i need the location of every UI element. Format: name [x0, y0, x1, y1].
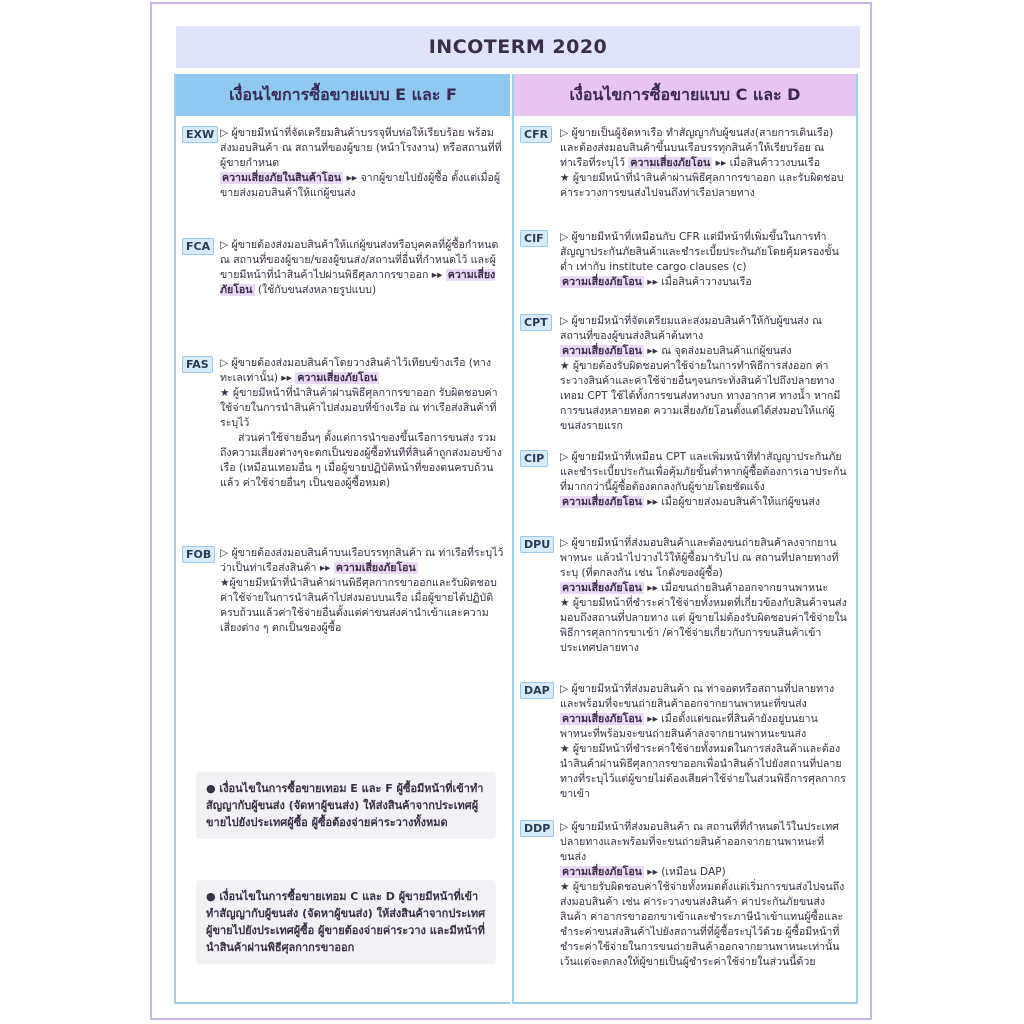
term-text: ▷ ผู้ขายต้องส่งมอบสินค้าบนเรือบรรทุกสินค้า ณ ท่าเรือที่ระบุไว้ว่าเป็นท่าเรือส่งสินค้า ▸▸: [220, 547, 504, 574]
term-text: (ใช้กับขนส่งหลายรูปแบบ): [257, 284, 377, 296]
term-text: ★ ผู้ขายมีหน้าที่นำสินค้าผ่านพิธีศุลกากรขาออก และรับผิดชอบค่าระวางการขนส่งไปจนถึงท่าเรือปลายทาง: [560, 172, 844, 199]
term-text: ▸▸ จากผู้ขายไปยังผู้ซื้อ ตั้งแต่เมื่อผู้ขายส่งมอบสินค้าให้แก่ผู้ขนส่ง: [220, 172, 501, 199]
term-text: ▸▸ เมื่อขนถ่ายสินค้าออกจากยานพาหนะ: [647, 582, 829, 594]
term-text: ▷ ผู้ขายต้องส่งมอบสินค้าโดยวางสินค้าไว้เทียบข้างเรือ (ทางทะเลเท่านั้น) ▸▸: [220, 357, 492, 384]
term-text: ▷ ผู้ขายมีหน้าที่จัดเตรียมสินค้าบรรจุหีบห่อให้เรียบร้อย พร้อมส่งมอบสินค้า ณ สถานที่ของผู้ขาย (หน้าโรงงาน) หรือสถานที่ที่ผู้ขายกำหนด: [220, 127, 502, 169]
term-code: DDP: [520, 820, 554, 837]
right-column-header: เงื่อนไขการซื้อขายแบบ C และ D: [514, 74, 856, 116]
term-code: CFR: [520, 126, 552, 143]
term-text: ส่วนค่าใช้จ่ายอื่นๆ ตั้งแต่การนำของขึ้นเรือการขนส่ง รวมถึงความเสี่ยงต่างๆจะตกเป็นของผู้ซื้อทันทีที่สินค้าถูกส่งมอบข้างเรือ (เหมือนเทอมอื่น ๆ เมื่อผู้ขายปฏิบัติหน้าที่ของตนครบถ้วนแล้ว ค่าใช้จ่ายอื่นๆ เป็นของผู้ซื้อหมด): [220, 432, 502, 489]
term-text: ▷ ผู้ขายมีหน้าที่เหมือนกับ CFR แต่มีหน้าที่เพิ่มขึ้นในการทำสัญญาประกันภัยสินค้าและชำระเบี้ยประกันภัยโดยคุ้มครองขั้นต่ำ เท่ากับ institute cargo clauses (c): [560, 231, 839, 273]
term-code: CIF: [520, 230, 548, 247]
risk-label: ความเสี่ยงภัยโอน: [220, 269, 496, 296]
risk-label: ความเสี่ยงภัยโอน: [335, 562, 416, 574]
term-text: ★ ผู้ขายรับผิดชอบค่าใช้จ่ายทั้งหมดตั้งแต่เริ่มการขนส่งไปจนถึงส่งมอบสินค้า เช่น ค่าระวางขนส่งสินค้า ค่าประกันภัยขนส่งสินค้า ค่าอากรขาออกขาเข้าและชำระภาษีนำเข้าแทนผู้ซื้อและชำระค่าขนส่งสินค้าไปยังสถานที่ที่ผู้ซื้อระบุไว้ด้วย ผู้ซื้อมีหน้าที่ชำระค่าใช้จ่ายในการขนถ่ายสินค้าออกจากยานพาหนะเท่านั้น เว้นแต่จะตกลงให้ผู้ขายเป็นผู้ชำระค่าใช้จ่ายในส่วนนี้ด้วย: [560, 881, 845, 968]
term-text: ★ ผู้ขายมีหน้าที่นำสินค้าผ่านพิธีศุลกากรขาออก รับผิดชอบค่าใช้จ่ายในการนำสินค้าไปส่งมอบที่ข้างเรือ ณ ท่าเรือส่งสินค้าที่ระบุไว้: [220, 387, 498, 429]
note-c-d: ● เงื่อนไขในการซื้อขายเทอม C และ D ผู้ขายมีหน้าที่เข้าทำสัญญากับผู้ขนส่ง (จัดหาผู้ขนส่ง) ให้ส่งสินค้าจากประเทศผู้ขายไปยังประเทศผู้ซื้อ ผู้ขายต้องจ่ายค่าระวาง และมีหน้าที่นำสินค้าผ่านพิธีศุลกากรขาออก: [196, 880, 496, 964]
term-cpt: [520, 314, 850, 434]
term-text: ▸▸ (เหมือน DAP): [647, 866, 726, 878]
term-text: ▷ ผู้ขายต้องส่งมอบสินค้าให้แก่ผู้ขนส่งหรือบุคคลที่ผู้ซื้อกำหนด ณ สถานที่ของผู้ขาย/ของผู้ขนส่ง/สถานที่อื่นที่กำหนดไว้ และผู้ขายมีหน้าที่นำสินค้าไปผ่านพิธีศุลกากรขาออก ▸▸: [220, 239, 499, 281]
term-text: ▷ ผู้ขายมีหน้าที่ส่งมอบสินค้าและต้องขนถ่ายสินค้าลงจากยานพาหนะ แล้วนำไปวางไว้ให้ผู้ซื้อมารับไป ณ สถานที่ปลายทางที่ระบุ (ที่ตกลงกัน เช่น โกดังของผู้ซื้อ): [560, 537, 839, 579]
incoterm-sheet: [150, 2, 872, 1020]
risk-label: ความเสี่ยงภัยโอน: [562, 582, 642, 594]
term-code: EXW: [182, 126, 218, 143]
risk-label: ความเสี่ยงภัยโอน: [562, 496, 642, 508]
term-cif: [520, 230, 850, 290]
term-text: ▸▸ เมื่อผู้ขายส่งมอบสินค้าให้แก่ผู้ขนส่ง: [647, 496, 821, 508]
note-e-f: ● เงื่อนไขในการซื้อขายเทอม E และ F ผู้ซื้อมีหน้าที่เข้าทำสัญญากับผู้ขนส่ง (จัดหาผู้ขนส่ง) ให้ส่งสินค้าจากประเทศผู้ขายไปยังประเทศผู้ซื้อ ผู้ซื้อต้องจ่ายค่าระวางทั้งหมด: [196, 772, 496, 839]
left-column-header: เงื่อนไขการซื้อขายแบบ E และ F: [176, 74, 510, 116]
risk-label: ความเสี่ยงภัยโอน: [562, 713, 642, 725]
term-code: CPT: [520, 314, 552, 331]
term-dap: [520, 682, 850, 802]
risk-label: ความเสี่ยงภัยโอน: [630, 157, 711, 169]
term-fca: [182, 238, 504, 298]
term-cfr: [520, 126, 850, 201]
term-text: ★ ผู้ขายมีหน้าที่ชำระค่าใช้จ่ายทั้งหมดในการส่งสินค้าและต้องนำสินค้าผ่านพิธีศุลกากรขาออกเพื่อนำสินค้าไปยังสถานที่ปลายทางที่ระบุไว้แต่ผู้ขายไม่ต้องเสียค่าใช้จ่ายในส่วนพิธีการศุลกากรขาเข้า: [560, 743, 846, 800]
term-code: CIP: [520, 450, 548, 467]
right-column: [512, 74, 858, 1004]
risk-label: ความเสี่ยงภัยโอน: [562, 276, 642, 288]
term-text: ▷ ผู้ขายมีหน้าที่ส่งมอบสินค้า ณ สถานที่ที่กำหนดไว้ในประเทศปลายทางและพร้อมที่จะขนถ่ายสินค้าออกจากยานพาหนะที่ขนส่ง: [560, 821, 839, 863]
risk-label: ความเสี่ยงภัยโอน: [562, 866, 642, 878]
term-text: ▷ ผู้ขายมีหน้าที่เหมือน CPT และเพิ่มหน้าที่ทำสัญญาประกันภัยและชำระเบี้ยประกันเพื่อคุ้มภัยขั้นต่ำหากผู้ซื้อต้องการเอาประกันที่มากกว่านี้ผู้ซื้อต้องตกลงกับผู้ขายโดยชัดแจ้ง: [560, 451, 847, 493]
term-text: ▷ ผู้ขายเป็นผู้จัดหาเรือ ทำสัญญากับผู้ขนส่ง(สายการเดินเรือ) และต้องส่งมอบสินค้าขึ้นบนเรือบรรทุกสินค้าให้เรียบร้อย ณ ท่าเรือที่ระบุไว้: [560, 127, 834, 169]
term-fob: [182, 546, 504, 636]
term-text: ▷ ผู้ขายมีหน้าที่ส่งมอบสินค้า ณ ท่าจอดหรือสถานที่ปลายทางและพร้อมที่จะขนถ่ายสินค้าออกจากยานพาหนะที่ขนส่ง: [560, 683, 835, 710]
term-text: ▸▸ เมื่อตั้งแต่ขณะที่สินค้ายังอยู่บนยานพาหนะที่พร้อมจะขนถ่ายสินค้าลงจากยานพาหนะขนส่ง: [560, 713, 818, 740]
term-cip: [520, 450, 850, 510]
term-text: ▷ ผู้ขายมีหน้าที่จัดเตรียมและส่งมอบสินค้าให้กับผู้ขนส่ง ณ สถานที่ของผู้ขนส่งสินค้าต้นทาง: [560, 315, 823, 342]
term-dpu: [520, 536, 850, 656]
term-text: ▸▸ เมื่อสินค้าวางบนเรือ: [715, 157, 821, 169]
term-ddp: [520, 820, 850, 970]
left-column: [174, 74, 510, 1004]
term-code: FOB: [182, 546, 215, 563]
term-text: ★ผู้ขายมีหน้าที่นำสินค้าผ่านพิธีศุลกากรขาออกและรับผิดชอบค่าใช้จ่ายในการนำสินค้าไปส่งมอบบนเรือ เมื่อผู้ขายได้ปฏิบัติครบถ้วนแล้วค่าใช้จ่ายอื่นตั้งแต่ค่าขนส่งค่านำเข้าและความเสี่ยงต่าง ๆ ตกเป็นของผู้ซื้อ: [220, 577, 497, 634]
risk-label: ความเสี่ยงภัยโอน: [297, 372, 378, 384]
term-code: FCA: [182, 238, 214, 255]
risk-label: ความเสี่ยงภัยในสินค้าโอน: [222, 172, 342, 184]
term-code: DPU: [520, 536, 554, 553]
term-code: DAP: [520, 682, 554, 699]
term-text: ▸▸ ณ จุดส่งมอบสินค้าแก่ผู้ขนส่ง: [647, 345, 792, 357]
term-text: ▸▸ เมื่อสินค้าวางบนเรือ: [647, 276, 752, 288]
term-exw: [182, 126, 504, 201]
term-fas: [182, 356, 504, 491]
term-text: ★ ผู้ขายมีหน้าที่ชำระค่าใช้จ่ายทั้งหมดที่เกี่ยวข้องกับสินค้าจนส่งมอบถึงสถานที่ปลายทาง แต่ ผู้ขายไม่ต้องรับผิดชอบค่าใช้จ่ายในพิธีการศุลกากรขาเข้า /ค่าใช้จ่ายเกี่ยวกับการขนสินค้าเข้าประเทศปลายทาง: [560, 597, 847, 654]
risk-label: ความเสี่ยงภัยโอน: [562, 345, 642, 357]
page-title: INCOTERM 2020: [176, 26, 860, 68]
term-text: ★ ผู้ขายต้องรับผิดชอบค่าใช้จ่ายในการทำพิธีการส่งออก ค่าระวางสินค้าและค่าใช้จ่ายอื่นๆจนกระทั่งสินค้าไปถึงปลายทาง เทอม CPT ใช้ได้ทั้งการขนส่งทางบก ทางอากาศ ทางน้ำ หากมีการขนส่งหลายทอด ความเสี่ยงภัยโอนตั้งแต่ได้ส่งมอบให้แก่ผู้ขนส่งรายแรก: [560, 360, 841, 432]
term-code: FAS: [182, 356, 213, 373]
